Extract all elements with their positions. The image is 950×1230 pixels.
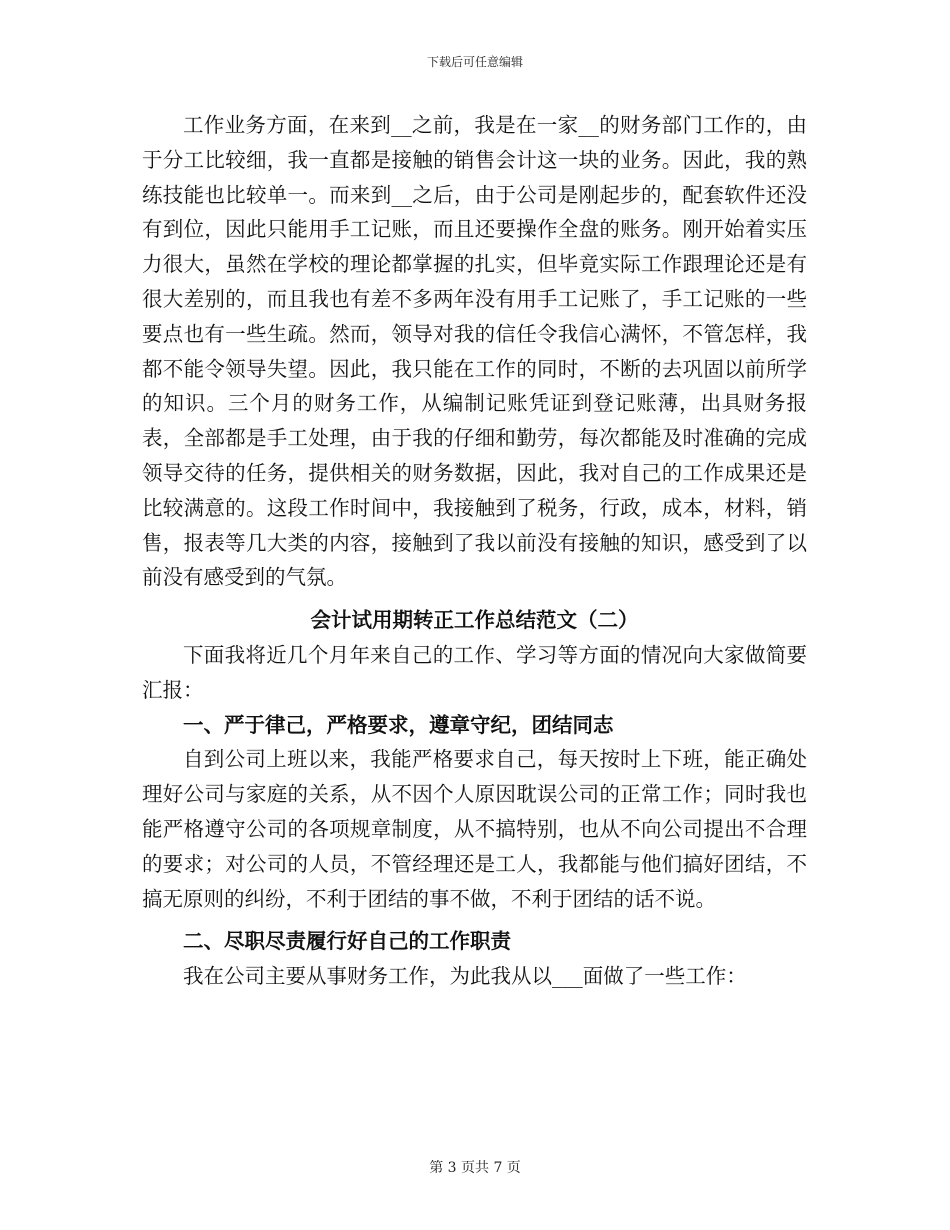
section-title: 会计试用期转正工作总结范文（二） <box>310 608 639 633</box>
heading-duties: 二、尽职尽责履行好自己的工作职责 <box>183 929 511 954</box>
page-footer: 第 3 页共 7 页 <box>429 1160 521 1176</box>
paragraph-work-business: 工作业务方面，在来到__之前，我是在一家__的财务部门工作的，由于分工比较细，我一直都是接触的销售会计这一块的业务。因此，我的熟练技能也比较单一。而来到__之后，由于公司是刚起步的，配套软件还没有到位，因此只能用手工记账，而且还要操作全盘的账务。刚开始着实压力很大，虽然在学校的理论都掌握的扎实，但毕竟实际工作跟理论还是有很大差别的，而且我也有差不多两年没有用手工记账了，手工记账的一些要点也有一些生疏。然而，领导对我的信任令我信心满怀，不管怎样，我都不能令领导失望。因此，我只能在工作的同时，不断的去巩固以前所学的知识。三个月的财务工作，从编制记账凭证到登记账薄，出具财务报表，全部都是手工处理，由于我的仔细和勤劳，每次都能及时准确的完成领导交待的任务，提供相关的财务数据，因此，我对自己的工作成果还是比较满意的。这段工作时间中，我接触到了税务，行政，成本，材料，销售，报表等几大类的内容，接触到了我以前没有接触的知识，感受到了以前没有感受到的气氛。 <box>142 113 807 590</box>
page-header: 下载后可任意编辑 <box>426 55 523 69</box>
paragraph-discipline: 自到公司上班以来，我能严格要求自己，每天按时上下班，能正确处理好公司与家庭的关系，从不因个人原因耽误公司的正常工作；同时我也能严格遵守公司的各项规章制度，从不搞特别，也从不向公司提出不合理的要求；对公司的人员，不管经理还是工人，我都能与他们搞好团结，不搞无原则的纠纷，不利于团结的事不做，不利于团结的话不说。 <box>142 747 807 911</box>
heading-discipline: 一、严于律己，严格要求，遵章守纪，团结同志 <box>183 712 614 737</box>
document-body <box>142 108 807 994</box>
paragraph-intro: 下面我将近几个月年来自己的工作、学习等方面的情况向大家做简要汇报： <box>142 642 807 702</box>
spacer <box>142 595 807 603</box>
paragraph-duties: 我在公司主要从事财务工作，为此我从以___面做了一些工作： <box>183 964 747 989</box>
spacer <box>142 916 807 924</box>
